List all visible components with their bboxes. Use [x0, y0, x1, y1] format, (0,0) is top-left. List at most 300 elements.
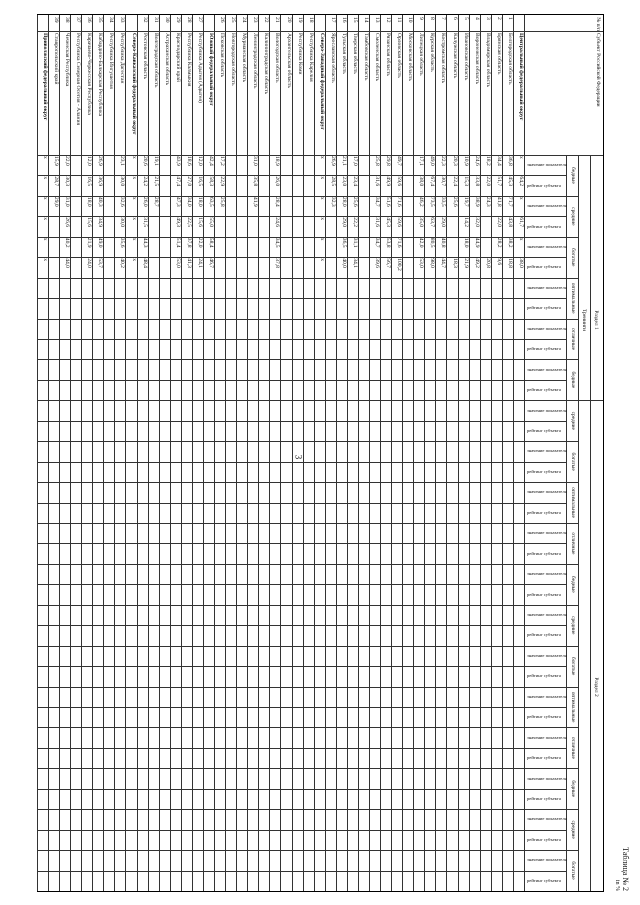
- group-divider: [567, 564, 579, 565]
- row-value: 59,6: [396, 217, 403, 228]
- row-value: 29,0: [53, 196, 60, 207]
- column-sub-header: значение показателя: [527, 407, 567, 413]
- column-sub-header: значение показателя: [527, 162, 567, 168]
- row-value: 23,4: [352, 176, 358, 187]
- row-value: 18,8: [506, 258, 513, 268]
- row-value: 24,3: [484, 196, 491, 207]
- row-line: [59, 15, 60, 891]
- column-sub-header: значение показателя: [527, 489, 567, 495]
- row-value: 55,0: [208, 217, 215, 228]
- column-sub-header: рейтинг субъекта: [527, 387, 561, 393]
- row-region-name: Воронежская область: [473, 33, 480, 85]
- row-number: 4: [473, 17, 480, 20]
- row-value: 31,0: [64, 196, 71, 207]
- row-number: 9: [418, 17, 425, 20]
- row-value: 36,8: [506, 156, 513, 166]
- row-value: 30,3: [64, 176, 71, 187]
- column-sub-header: значение показателя: [527, 448, 567, 454]
- row-value: 34,5: [274, 237, 281, 248]
- column-group-label: бедные: [570, 167, 576, 184]
- row-value: 22,0: [64, 156, 71, 166]
- column-sub-header: значение показателя: [527, 857, 567, 863]
- row-value: 14,2: [462, 217, 469, 228]
- row-region-name: Калужская область: [451, 33, 458, 79]
- row-value: 38,0: [418, 176, 425, 187]
- row-number: 3: [484, 17, 491, 20]
- row-number: 21: [274, 17, 281, 23]
- column-group-label: оптимальные: [570, 487, 576, 518]
- row-value: 71,6: [396, 196, 403, 207]
- group-divider: [567, 400, 579, 401]
- row-number: 23: [252, 17, 259, 23]
- column-group-label: бедные: [570, 780, 576, 798]
- row-value: 51,7: [495, 176, 502, 187]
- group-divider: [567, 278, 579, 279]
- row-value: 45,3: [506, 176, 513, 187]
- row-value: 38,0: [518, 258, 524, 268]
- row-region-name: Ярославская область: [329, 33, 336, 83]
- row-line: [458, 15, 459, 891]
- row-value: 47,4: [174, 176, 181, 187]
- row-value: 98,0: [429, 258, 436, 268]
- row-line: [247, 15, 248, 891]
- row-value: 21,1: [340, 156, 347, 166]
- row-value: 22,5: [186, 217, 192, 228]
- column-sub-header: рейтинг субъекта: [527, 591, 561, 597]
- row-region-name: Северо-Западный федеральный округ: [318, 33, 325, 130]
- row-region-name: Костромская область: [440, 33, 447, 84]
- row-value: х: [42, 176, 49, 180]
- row-value: 18,6: [186, 156, 192, 166]
- group-divider: [567, 850, 579, 851]
- row-value: х: [42, 156, 49, 159]
- row-value: 24,2: [141, 176, 148, 187]
- row-value: 39,6: [374, 258, 381, 268]
- row-region-name: Владимирская область: [484, 33, 491, 88]
- row-value: 15,6: [197, 217, 203, 228]
- group-divider: [567, 441, 579, 442]
- row-value: 26,0: [141, 196, 148, 207]
- row-value: 49,0: [429, 156, 436, 166]
- row-number: 33: [119, 17, 126, 23]
- row-value: 25,6: [352, 196, 358, 207]
- column-sub-header: рейтинг субъекта: [527, 632, 561, 638]
- table-label-sub: in %: [614, 879, 620, 891]
- row-value: 34,7: [374, 237, 381, 248]
- group-divider: [567, 768, 579, 769]
- row-value: 29,8: [385, 156, 392, 166]
- header-section2: Раздел 2: [593, 677, 599, 697]
- row-number: 25: [230, 17, 237, 23]
- column-sub-header: рейтинг субъекта: [527, 509, 561, 515]
- row-number: 10: [407, 17, 414, 23]
- column-sub-header: значение показателя: [527, 203, 567, 209]
- row-region-name: Брянская область: [495, 33, 502, 75]
- row-number: 36: [86, 17, 93, 23]
- row-value: 31,0: [252, 156, 259, 166]
- row-value: 28,4: [274, 196, 281, 207]
- row-value: 51,4: [174, 237, 181, 248]
- row-value: 59,6: [396, 176, 403, 187]
- row-number: 12: [385, 17, 392, 23]
- row-value: 33,5: [440, 196, 447, 207]
- row-value: 30,0: [119, 217, 126, 228]
- row-number: 19: [296, 17, 303, 23]
- row-value: 36,9: [97, 176, 104, 187]
- row-number: 2: [495, 17, 502, 20]
- row-line: [192, 15, 193, 891]
- row-value: 43,9: [174, 156, 181, 166]
- row-value: 40,8: [440, 237, 447, 248]
- row-value: 25,8: [374, 156, 381, 166]
- column-sub-header: значение показателя: [527, 571, 567, 577]
- row-value: 63,7: [429, 217, 436, 228]
- row-value: 22,0: [484, 176, 491, 187]
- row-value: 63,5: [208, 196, 215, 207]
- column-sub-header: рейтинг субъекта: [527, 182, 561, 188]
- row-line: [48, 15, 49, 891]
- row-number: 27: [197, 17, 203, 23]
- row-region-name: Волгоградская область: [152, 33, 159, 88]
- row-value: 24,6: [473, 156, 480, 166]
- row-value: х: [318, 176, 325, 180]
- column-sub-header: рейтинг субъекта: [527, 673, 561, 679]
- row-region-name: Ленинградская область: [252, 33, 259, 89]
- row-value: 53,8: [385, 237, 392, 248]
- row-line: [347, 15, 348, 891]
- row-number: 34: [108, 17, 115, 23]
- row-value: 58,3: [208, 176, 215, 187]
- row-region-name: Липецкая область: [418, 33, 425, 76]
- row-value: 16,5: [86, 176, 93, 187]
- row-number: 37: [75, 17, 82, 23]
- group-divider: [567, 809, 579, 810]
- row-value: 23,1: [119, 156, 126, 166]
- row-value: 34,0: [186, 196, 192, 207]
- column-sub-header: значение показателя: [527, 366, 567, 372]
- row-line: [170, 15, 171, 891]
- row-value: 35,6: [119, 237, 126, 248]
- row-value: 44,3: [141, 237, 148, 248]
- row-value: х: [42, 217, 49, 221]
- row-number: 15: [352, 17, 358, 23]
- group-divider: [567, 605, 579, 606]
- row-line: [480, 15, 481, 891]
- row-value: 23,0: [340, 176, 347, 187]
- row-value: 80,5: [429, 237, 436, 248]
- row-value: 18,3: [451, 258, 458, 268]
- row-value: х: [518, 196, 524, 200]
- row-value: 100,2: [396, 258, 403, 271]
- row-value: 24,6: [274, 217, 281, 228]
- row-value: х: [318, 258, 325, 261]
- row-value: 34,1: [352, 258, 358, 268]
- row-value: 49,0: [97, 237, 104, 248]
- row-line: [236, 15, 237, 891]
- group-divider: [567, 319, 579, 320]
- row-region-name: Курская область: [429, 33, 436, 72]
- row-line: [413, 15, 414, 891]
- row-value: х: [518, 237, 524, 241]
- row-line: [126, 15, 127, 891]
- row-number: 35: [97, 17, 104, 23]
- row-line: [181, 15, 182, 891]
- row-value: 24,0: [86, 258, 93, 268]
- row-line: [148, 15, 149, 891]
- row-region-name: Южный федеральный округ: [208, 33, 215, 106]
- row-value: х: [42, 258, 49, 261]
- row-value: 32,6: [119, 196, 126, 207]
- row-region-name: Центральный федеральный округ: [518, 33, 524, 121]
- row-value: 26,0: [274, 176, 281, 187]
- row-value: 44,7: [440, 258, 447, 268]
- row-value: 17,1: [418, 156, 425, 166]
- row-value: 40,3: [97, 196, 104, 207]
- row-value: 31,1: [352, 237, 358, 248]
- row-value: х: [130, 237, 137, 241]
- header-number: № п/п: [595, 17, 601, 31]
- row-value: 34,4: [495, 156, 502, 166]
- row-value: 35,8: [252, 176, 259, 187]
- row-value: 24,1: [197, 258, 203, 268]
- row-value: х: [42, 196, 49, 200]
- row-number: 18: [307, 17, 314, 23]
- row-line: [81, 15, 82, 891]
- row-value: 44,0: [64, 258, 71, 268]
- row-number: 26: [219, 17, 226, 23]
- row-number: 8: [429, 17, 436, 20]
- row-region-name: Северо-Кавказский федеральный округ: [130, 33, 137, 135]
- header-trainings: Тренинги: [581, 309, 587, 331]
- row-number: 6: [451, 17, 458, 20]
- col-divider: [38, 31, 603, 32]
- row-value: х: [130, 156, 137, 159]
- row-value: 15,9: [53, 156, 60, 166]
- row-region-name: Новгородская область: [230, 33, 237, 86]
- row-value: 67,4: [429, 176, 436, 187]
- row-value: 42,4: [208, 156, 215, 166]
- header-divider: [590, 155, 591, 891]
- column-group-label: оптимальные: [570, 282, 576, 314]
- row-value: х: [318, 196, 325, 200]
- row-value: 15,6: [86, 217, 93, 228]
- row-value: 37,8: [274, 258, 281, 268]
- row-region-name: Калининградская область: [263, 33, 270, 95]
- column-group-label: отличные: [570, 532, 576, 555]
- row-value: 71,7: [506, 196, 513, 207]
- row-region-name: Республика Коми: [296, 33, 303, 75]
- row-value: 64,2: [518, 176, 524, 187]
- header-section1: Раздел 1: [593, 310, 599, 330]
- row-region-name: Республика Северная Осетия - Алания: [75, 33, 82, 126]
- row-value: 30,7: [440, 176, 447, 187]
- row-value: 26,6: [64, 217, 71, 228]
- row-line: [391, 15, 392, 891]
- column-sub-header: значение показателя: [527, 612, 567, 617]
- header-bottom-line: [524, 15, 525, 891]
- row-value: 21,9: [462, 258, 469, 268]
- row-value: 12,0: [86, 156, 93, 166]
- row-number: 31: [152, 17, 159, 23]
- column-sub-header: значение показателя: [527, 775, 567, 781]
- row-value: 38,9: [473, 196, 480, 207]
- row-line: [115, 15, 116, 891]
- row-value: 28,2: [495, 237, 502, 248]
- row-value: 53,7: [97, 258, 104, 268]
- row-line: [436, 15, 437, 891]
- group-divider: [567, 727, 579, 728]
- row-region-name: Приволжский федеральный округ: [42, 33, 49, 121]
- row-number: 11: [396, 17, 403, 23]
- column-sub-header: рейтинг субъекта: [527, 714, 561, 720]
- row-value: 49,3: [174, 217, 181, 228]
- group-divider: [567, 482, 579, 483]
- row-value: 37,8: [186, 237, 192, 248]
- row-region-name: Тверская область: [352, 33, 358, 74]
- page-number: 3: [293, 454, 304, 460]
- row-line: [258, 15, 259, 891]
- row-value: 49,9: [385, 176, 392, 187]
- column-sub-header: рейтинг субъекта: [527, 550, 561, 556]
- row-value: 71,6: [396, 237, 403, 248]
- row-value: х: [318, 156, 325, 159]
- row-value: 49,7: [396, 156, 403, 166]
- group-divider: [567, 359, 579, 360]
- row-region-name: Ростовская область: [141, 33, 148, 79]
- row-region-name: Республика Дагестан: [119, 33, 126, 84]
- row-value: 36,5: [340, 237, 347, 248]
- column-sub-header: рейтинг субъекта: [527, 264, 561, 270]
- row-region-name: Республика Ингушетия: [108, 33, 115, 89]
- row-number: 1: [506, 17, 513, 20]
- column-sub-header: рейтинг субъекта: [527, 305, 561, 311]
- row-region-name: Карачаево-Черкесская Республика: [86, 33, 93, 115]
- row-line: [292, 15, 293, 891]
- column-sub-header: рейтинг субъекта: [527, 796, 561, 801]
- row-region-name: Республика Калмыкия: [186, 33, 192, 87]
- row-region-name: Краснодарский край: [174, 33, 181, 82]
- row-line: [336, 15, 337, 891]
- row-line: [214, 15, 215, 891]
- row-value: 31,6: [374, 176, 381, 187]
- row-region-name: Московская область: [407, 33, 414, 81]
- column-group-label: средние: [570, 616, 576, 635]
- row-value: 34,9: [97, 217, 104, 228]
- column-sub-header: значение показателя: [527, 652, 567, 658]
- row-region-name: Чеченская Республика: [64, 33, 71, 87]
- row-line: [70, 15, 71, 891]
- row-value: 31,6: [374, 217, 381, 228]
- row-value: 38,2: [506, 237, 513, 248]
- row-line: [281, 15, 282, 891]
- column-sub-header: значение показателя: [527, 816, 567, 822]
- row-value: 46,7: [208, 258, 215, 268]
- column-sub-header: значение показателя: [527, 693, 567, 699]
- row-value: 18,2: [484, 156, 491, 166]
- row-value: 41,9: [252, 196, 259, 207]
- row-line: [513, 15, 514, 891]
- row-region-name: Рязанская область: [385, 33, 392, 76]
- row-value: 28,0: [340, 196, 347, 207]
- row-value: 10,9: [462, 156, 469, 166]
- column-sub-header: рейтинг субъекта: [527, 468, 561, 474]
- group-divider: [567, 687, 579, 688]
- row-number: 13: [374, 17, 381, 23]
- row-line: [225, 15, 226, 891]
- row-value: х: [42, 237, 49, 241]
- row-line: [402, 15, 403, 891]
- section-divider: [38, 400, 603, 401]
- column-group-label: богатые: [570, 656, 576, 676]
- row-value: х: [130, 258, 137, 261]
- row-value: 40,2: [119, 258, 126, 268]
- row-value: 35,0: [418, 217, 425, 228]
- column-group-label: средние: [570, 411, 576, 430]
- row-value: 28,5: [329, 176, 336, 187]
- row-number: 20: [285, 17, 292, 23]
- row-value: 30,0: [119, 176, 126, 187]
- group-divider: [567, 237, 579, 238]
- row-region-name: Ставропольский край: [53, 33, 60, 85]
- table-label: Таблица № 2: [621, 847, 630, 891]
- row-line: [303, 15, 304, 891]
- row-line: [159, 15, 160, 891]
- row-value: 22,4: [451, 176, 458, 187]
- row-region-name: Тульская область: [340, 33, 347, 74]
- column-sub-header: рейтинг субъекта: [527, 755, 561, 761]
- row-value: 49,2: [473, 258, 480, 268]
- group-divider: [567, 196, 579, 197]
- row-value: х: [130, 217, 137, 221]
- row-line: [314, 15, 315, 891]
- row-value: 26,9: [329, 156, 336, 166]
- row-value: 20,8: [484, 258, 491, 268]
- row-value: 51,6: [385, 196, 392, 207]
- row-number: 32: [141, 17, 148, 23]
- column-sub-header: рейтинг субъекта: [527, 877, 561, 883]
- row-value: 17,0: [352, 156, 358, 166]
- row-region-name: Ивановская область: [462, 33, 469, 81]
- row-line: [92, 15, 93, 891]
- row-line: [424, 15, 425, 891]
- row-region-name: Вологодская область: [274, 33, 281, 83]
- row-value: 25,6: [451, 196, 458, 207]
- row-number: 14: [363, 17, 369, 23]
- row-value: 17,2: [219, 156, 226, 166]
- row-value: 32,0: [473, 217, 480, 228]
- row-line: [369, 15, 370, 891]
- row-number: 39: [53, 17, 60, 23]
- header-region: Субъект Российской Федерации: [595, 33, 601, 107]
- row-number: 29: [174, 17, 181, 23]
- row-number: 16: [340, 17, 347, 23]
- column-group-label: отличные: [570, 736, 576, 759]
- row-value: 22,0: [197, 237, 203, 248]
- row-line: [491, 15, 492, 891]
- row-value: 19,7: [462, 196, 469, 207]
- column-sub-header: значение показателя: [527, 530, 567, 536]
- row-value: х: [518, 156, 524, 159]
- column-sub-header: рейтинг субъекта: [527, 223, 561, 229]
- row-value: 29,0: [440, 217, 447, 228]
- row-region-name: Астраханская область: [163, 33, 170, 86]
- row-value: 18,0: [86, 196, 93, 207]
- column-group-label: оптимальные: [570, 691, 576, 723]
- row-line: [502, 15, 503, 891]
- row-region-name: Республика Адыгея (Адыгея): [197, 33, 203, 103]
- row-region-name: Белгородская область: [506, 33, 513, 85]
- row-value: 61,7: [518, 217, 524, 228]
